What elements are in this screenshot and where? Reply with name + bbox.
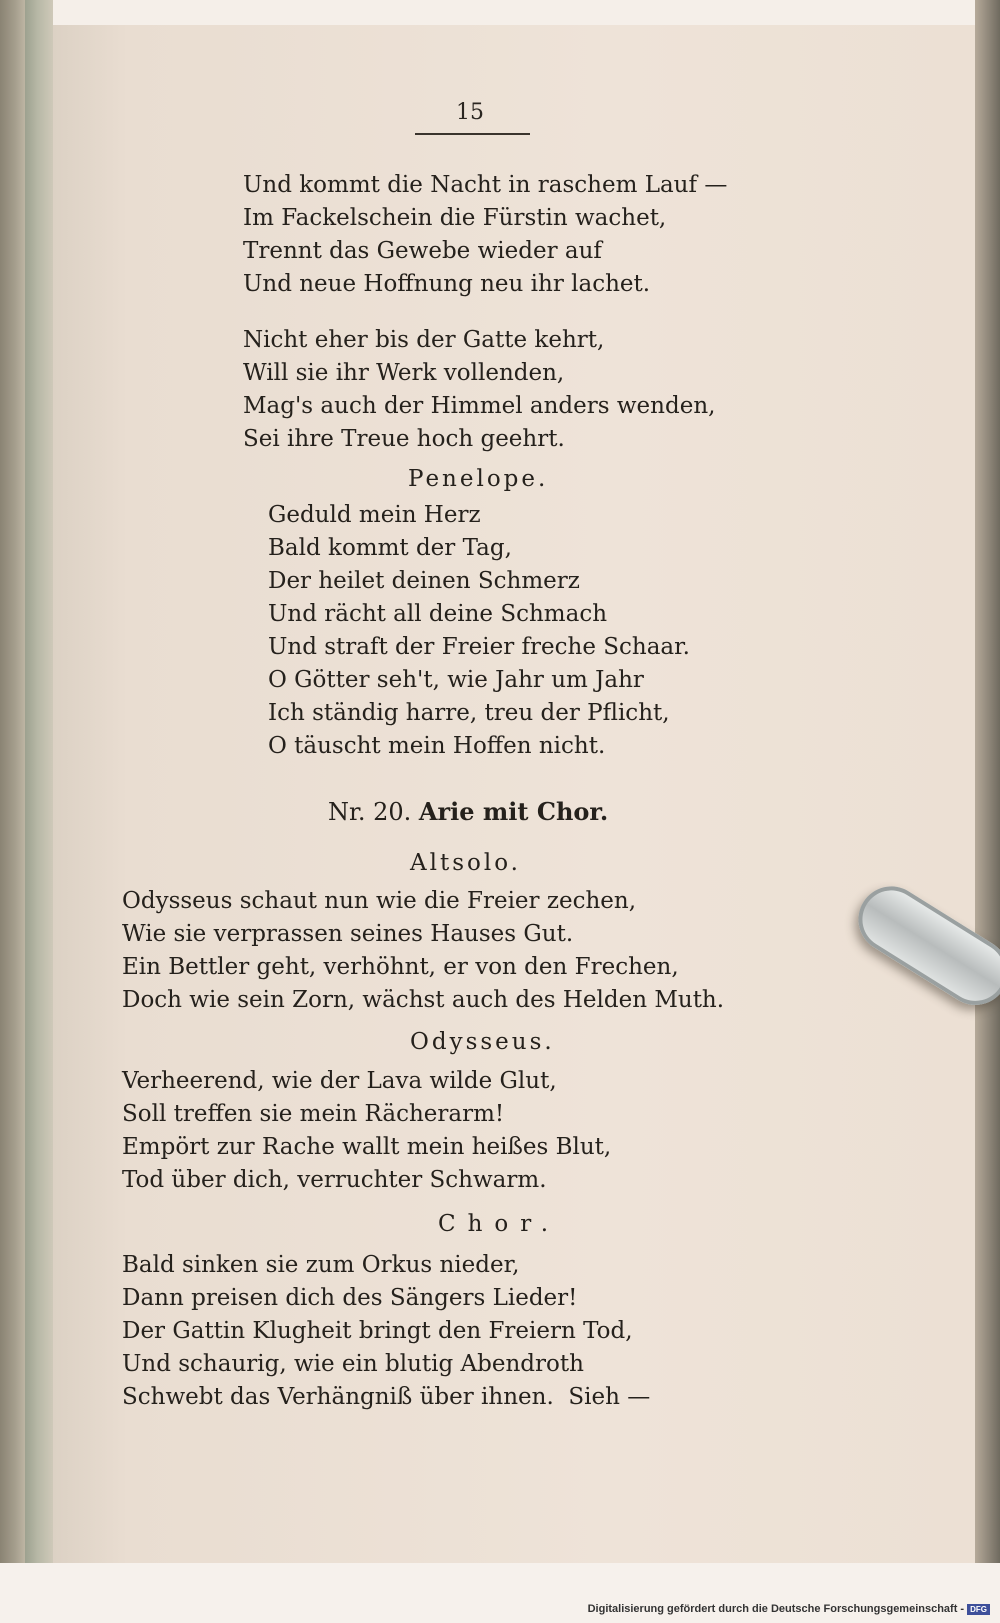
verse-line: Und rächt all deine Schmach bbox=[268, 601, 608, 627]
verse-line: Mag's auch der Himmel anders wenden, bbox=[243, 393, 716, 419]
dfg-logo: DFG bbox=[967, 1604, 990, 1615]
verse-line: Wie sie verprassen seines Hauses Gut. bbox=[122, 921, 574, 947]
verse-line: Sei ihre Treue hoch geehrt. bbox=[243, 426, 565, 452]
verse-line: Und schaurig, wie ein blutig Abendroth bbox=[122, 1351, 584, 1377]
verse-line: Ein Bettler geht, verhöhnt, er von den Frechen, bbox=[122, 954, 679, 980]
verse-line: Odysseus schaut nun wie die Freier zechen, bbox=[122, 888, 637, 914]
verse-line: Will sie ihr Werk vollenden, bbox=[243, 360, 565, 386]
page-number-rule bbox=[415, 133, 530, 135]
verse-line: Schwebt das Verhängniß über ihnen. Sieh — bbox=[122, 1384, 651, 1410]
credit-text: Digitalisierung gefördert durch die Deutsche Forschungsgemeinschaft - bbox=[587, 1603, 965, 1615]
digitization-credit bbox=[588, 1603, 990, 1615]
verse-line: Empört zur Rache wallt mein heißes Blut, bbox=[122, 1134, 612, 1160]
verse-line: Der heilet deinen Schmerz bbox=[268, 568, 580, 594]
verse-line: O Götter seh't, wie Jahr um Jahr bbox=[268, 667, 644, 693]
number-label: Nr. 20. bbox=[328, 798, 412, 826]
verse-line: Im Fackelschein die Fürstin wachet, bbox=[243, 205, 667, 231]
page-shadow bbox=[975, 0, 1000, 1623]
verse-line: Verheerend, wie der Lava wilde Glut, bbox=[122, 1068, 557, 1094]
verse-line: Soll treffen sie mein Rächerarm! bbox=[122, 1101, 505, 1127]
verse-line: Trennt das Gewebe wieder auf bbox=[243, 238, 602, 264]
number-heading bbox=[328, 797, 608, 826]
speaker-penelope: Penelope. bbox=[408, 466, 549, 492]
speaker-odysseus: Odysseus. bbox=[410, 1029, 555, 1055]
verse-line: Dann preisen dich des Sängers Lieder! bbox=[122, 1285, 578, 1311]
verse-line: Ich ständig harre, treu der Pflicht, bbox=[268, 700, 670, 726]
verse-line: Und kommt die Nacht in raschem Lauf — bbox=[243, 172, 728, 198]
verse-line: Bald kommt der Tag, bbox=[268, 535, 512, 561]
number-title: Arie mit Chor. bbox=[418, 797, 609, 826]
speaker-chor: Chor. bbox=[438, 1211, 561, 1237]
verse-line: Geduld mein Herz bbox=[268, 502, 481, 528]
book-cover-edge bbox=[25, 0, 53, 1623]
verse-line: Tod über dich, verruchter Schwarm. bbox=[122, 1167, 547, 1193]
verse-line: Der Gattin Klugheit bringt den Freiern Tod, bbox=[122, 1318, 633, 1344]
speaker-altsolo: Altsolo. bbox=[410, 850, 521, 876]
page-number: 15 bbox=[456, 100, 484, 125]
verse-line: Und straft der Freier freche Schaar. bbox=[268, 634, 690, 660]
verse-line: Bald sinken sie zum Orkus nieder, bbox=[122, 1252, 520, 1278]
verse-line: Nicht eher bis der Gatte kehrt, bbox=[243, 327, 605, 353]
verse-line: O täuscht mein Hoffen nicht. bbox=[268, 733, 606, 759]
book-edge bbox=[0, 0, 25, 1623]
verse-line: Und neue Hoffnung neu ihr lachet. bbox=[243, 271, 651, 297]
verse-line: Doch wie sein Zorn, wächst auch des Helden Muth. bbox=[122, 987, 725, 1013]
